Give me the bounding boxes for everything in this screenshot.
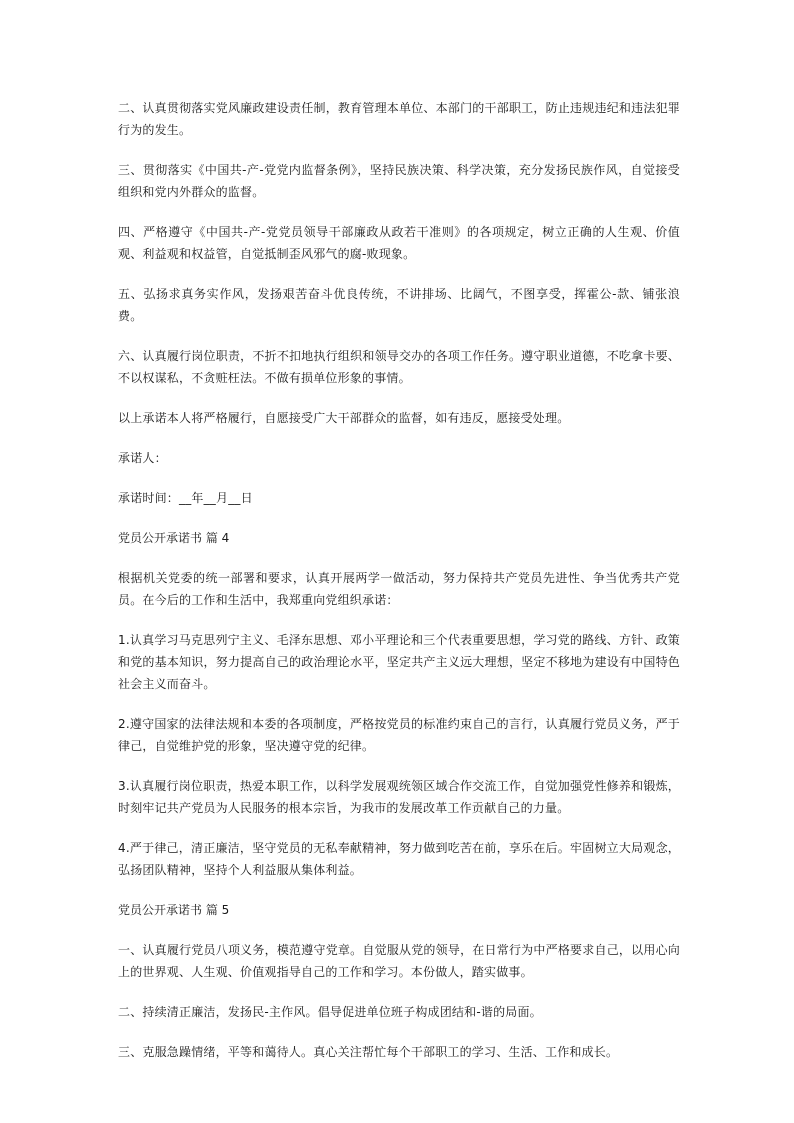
paragraph-item-4: 四、严格遵守《中国共-产-党党员领导干部廉政从政若干准则》的各项规定，树立正确的人生观、价值观、利益观和权益管，自觉抵制歪风邪气的腐-败现象。 xyxy=(118,225,680,261)
signatory-label: 承诺人： xyxy=(118,451,167,465)
section-heading-4: 党员公开承诺书 篇 4 xyxy=(118,531,230,545)
commitment-date: 承诺时间：__年__月__日 xyxy=(118,491,253,505)
section-5-item-3: 三、克服急躁情绪，平等和蔼待人。真心关注帮忙每个干部职工的学习、生活、工作和成长。 xyxy=(118,1045,619,1059)
commitment-statement: 以上承诺本人将严格履行，自愿接受广大干部群众的监督，如有违反，愿接受处理。 xyxy=(118,411,570,425)
section-5-item-2: 二、持续清正廉洁，发扬民-主作风。倡导促进单位班子构成团结和-谐的局面。 xyxy=(118,1005,542,1019)
paragraph-item-5: 五、弘扬求真务实作风，发扬艰苦奋斗优良传统，不讲排场、比阔气，不图享受，挥霍公-款、铺张浪费。 xyxy=(118,287,680,323)
paragraph-item-3: 三、贯彻落实《中国共-产-党党内监督条例》，坚持民族决策、科学决策，充分发扬民族作风，自觉接受组织和党内外群众的监督。 xyxy=(118,163,680,199)
section-5-item-1: 一、认真履行党员八项义务，模范遵守党章。自觉服从党的领导，在日常行为中严格要求自己，以用心向上的世界观、人生观、价值观指导自己的工作和学习。本份做人，踏实做事。 xyxy=(118,943,680,979)
section-4-intro: 根据机关党委的统一部署和要求，认真开展两学一做活动，努力保持共产党员先进性、争当优秀共产党员。在今后的工作和生活中，我郑重向党组织承诺： xyxy=(118,571,680,607)
document-page xyxy=(118,97,680,1081)
paragraph-item-6: 六、认真履行岗位职责，不折不扣地执行组织和领导交办的各项工作任务。遵守职业道德，不吃拿卡要、不以权谋私，不贪赃枉法。不做有损单位形象的事情。 xyxy=(118,349,680,385)
paragraph-item-2: 二、认真贯彻落实党风廉政建设责任制，教育管理本单位、本部门的干部职工，防止违规违纪和违法犯罪行为的发生。 xyxy=(118,101,680,137)
section-4-item-4: 4.严于律己，清正廉洁，坚守党员的无私奉献精神，努力做到吃苦在前，享乐在后。牢固树立大局观念，弘扬团队精神，坚持个人利益服从集体利益。 xyxy=(118,841,680,877)
section-4-item-1: 1.认真学习马克思列宁主义、毛泽东思想、邓小平理论和三个代表重要思想，学习党的路线、方针、政策和党的基本知识，努力提高自己的政治理论水平，坚定共产主义远大理想，坚定不移地为建设有中国特色社会主义而奋斗。 xyxy=(118,633,680,691)
section-4-item-3: 3.认真履行岗位职责，热爱本职工作，以科学发展观统领区域合作交流工作，自觉加强党性修养和锻炼，时刻牢记共产党员为人民服务的根本宗旨，为我市的发展改革工作贡献自己的力量。 xyxy=(118,779,680,815)
section-heading-5: 党员公开承诺书 篇 5 xyxy=(118,903,230,917)
section-4-item-2: 2.遵守国家的法律法规和本委的各项制度，严格按党员的标准约束自己的言行，认真履行党员义务，严于律己，自觉维护党的形象，坚决遵守党的纪律。 xyxy=(118,717,680,753)
